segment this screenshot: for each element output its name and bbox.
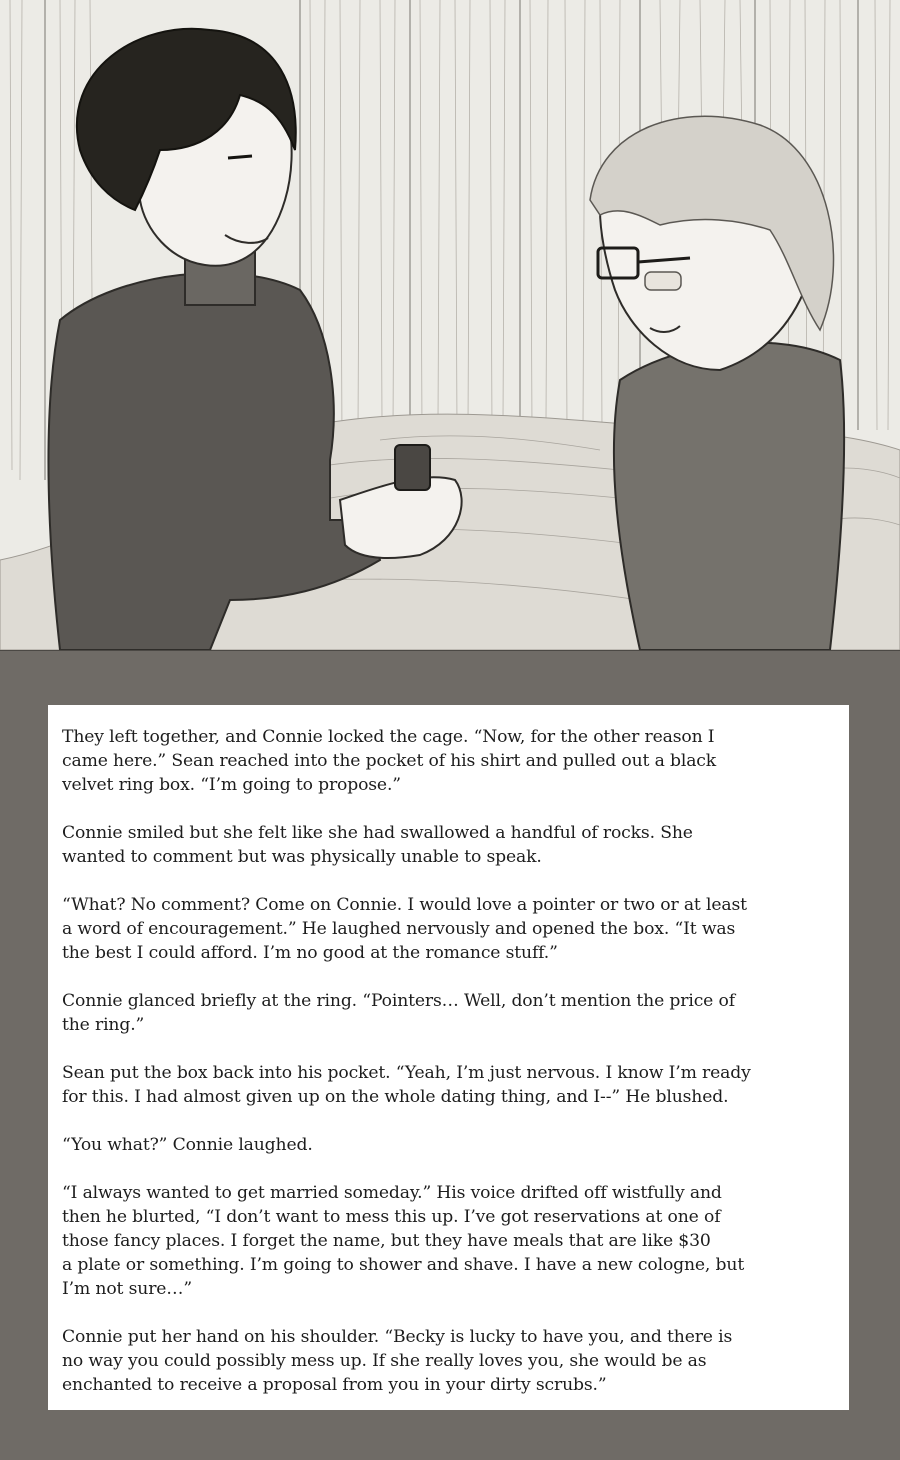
story-line: for this. I had almost given up on the whole dating thing, and I--” He blushed. [62,1087,729,1107]
story-line: the best I could afford. I’m no good at the romance stuff.” [62,943,558,963]
illustration-drawing [0,0,900,650]
story-line: I’m not sure…” [62,1279,192,1299]
story-line: then he blurted, “I don’t want to mess this up. I’ve got reservations at one of [62,1207,721,1227]
story-line: the ring.” [62,1015,145,1035]
story-line: Connie glanced briefly at the ring. “Pointers… Well, don’t mention the price of [62,991,735,1011]
story-line: “What? No comment? Come on Connie. I would love a pointer or two or at least [62,895,747,915]
connie-figure [590,116,844,650]
story-paragraph [62,821,841,869]
story-paragraph [62,1181,841,1301]
pencil-illustration [0,0,900,651]
story-line: Connie put her hand on his shoulder. “Becky is lucky to have you, and there is [62,1327,733,1347]
story-paragraphs [62,725,841,1397]
story-line: came here.” Sean reached into the pocket of his shirt and pulled out a black [62,751,717,771]
story-line: wanted to comment but was physically unable to speak. [62,847,542,867]
story-line: Connie smiled but she felt like she had swallowed a handful of rocks. She [62,823,693,843]
story-paragraph [62,1133,841,1157]
story-line: no way you could possibly mess up. If she really loves you, she would be as [62,1351,707,1371]
story-paragraph [62,1325,841,1397]
story-text-panel [48,705,849,1410]
story-line: a plate or something. I’m going to shower and shave. I have a new cologne, but [62,1255,745,1275]
story-line: Sean put the box back into his pocket. “Yeah, I’m just nervous. I know I’m ready [62,1063,751,1083]
story-line: They left together, and Connie locked the cage. “Now, for the other reason I [62,727,715,747]
story-line: “I always wanted to get married someday.” His voice drifted off wistfully and [62,1183,722,1203]
story-line: velvet ring box. “I’m going to propose.” [62,775,401,795]
story-paragraph [62,989,841,1037]
sean-figure [48,29,461,650]
story-line: a word of encouragement.” He laughed nervously and opened the box. “It was [62,919,736,939]
story-paragraph [62,893,841,965]
story-line: enchanted to receive a proposal from you in your dirty scrubs.” [62,1375,607,1395]
story-paragraph [62,725,841,797]
story-line: “You what?” Connie laughed. [62,1135,313,1155]
story-line: those fancy places. I forget the name, but they have meals that are like $30 [62,1231,711,1251]
story-paragraph [62,1061,841,1109]
